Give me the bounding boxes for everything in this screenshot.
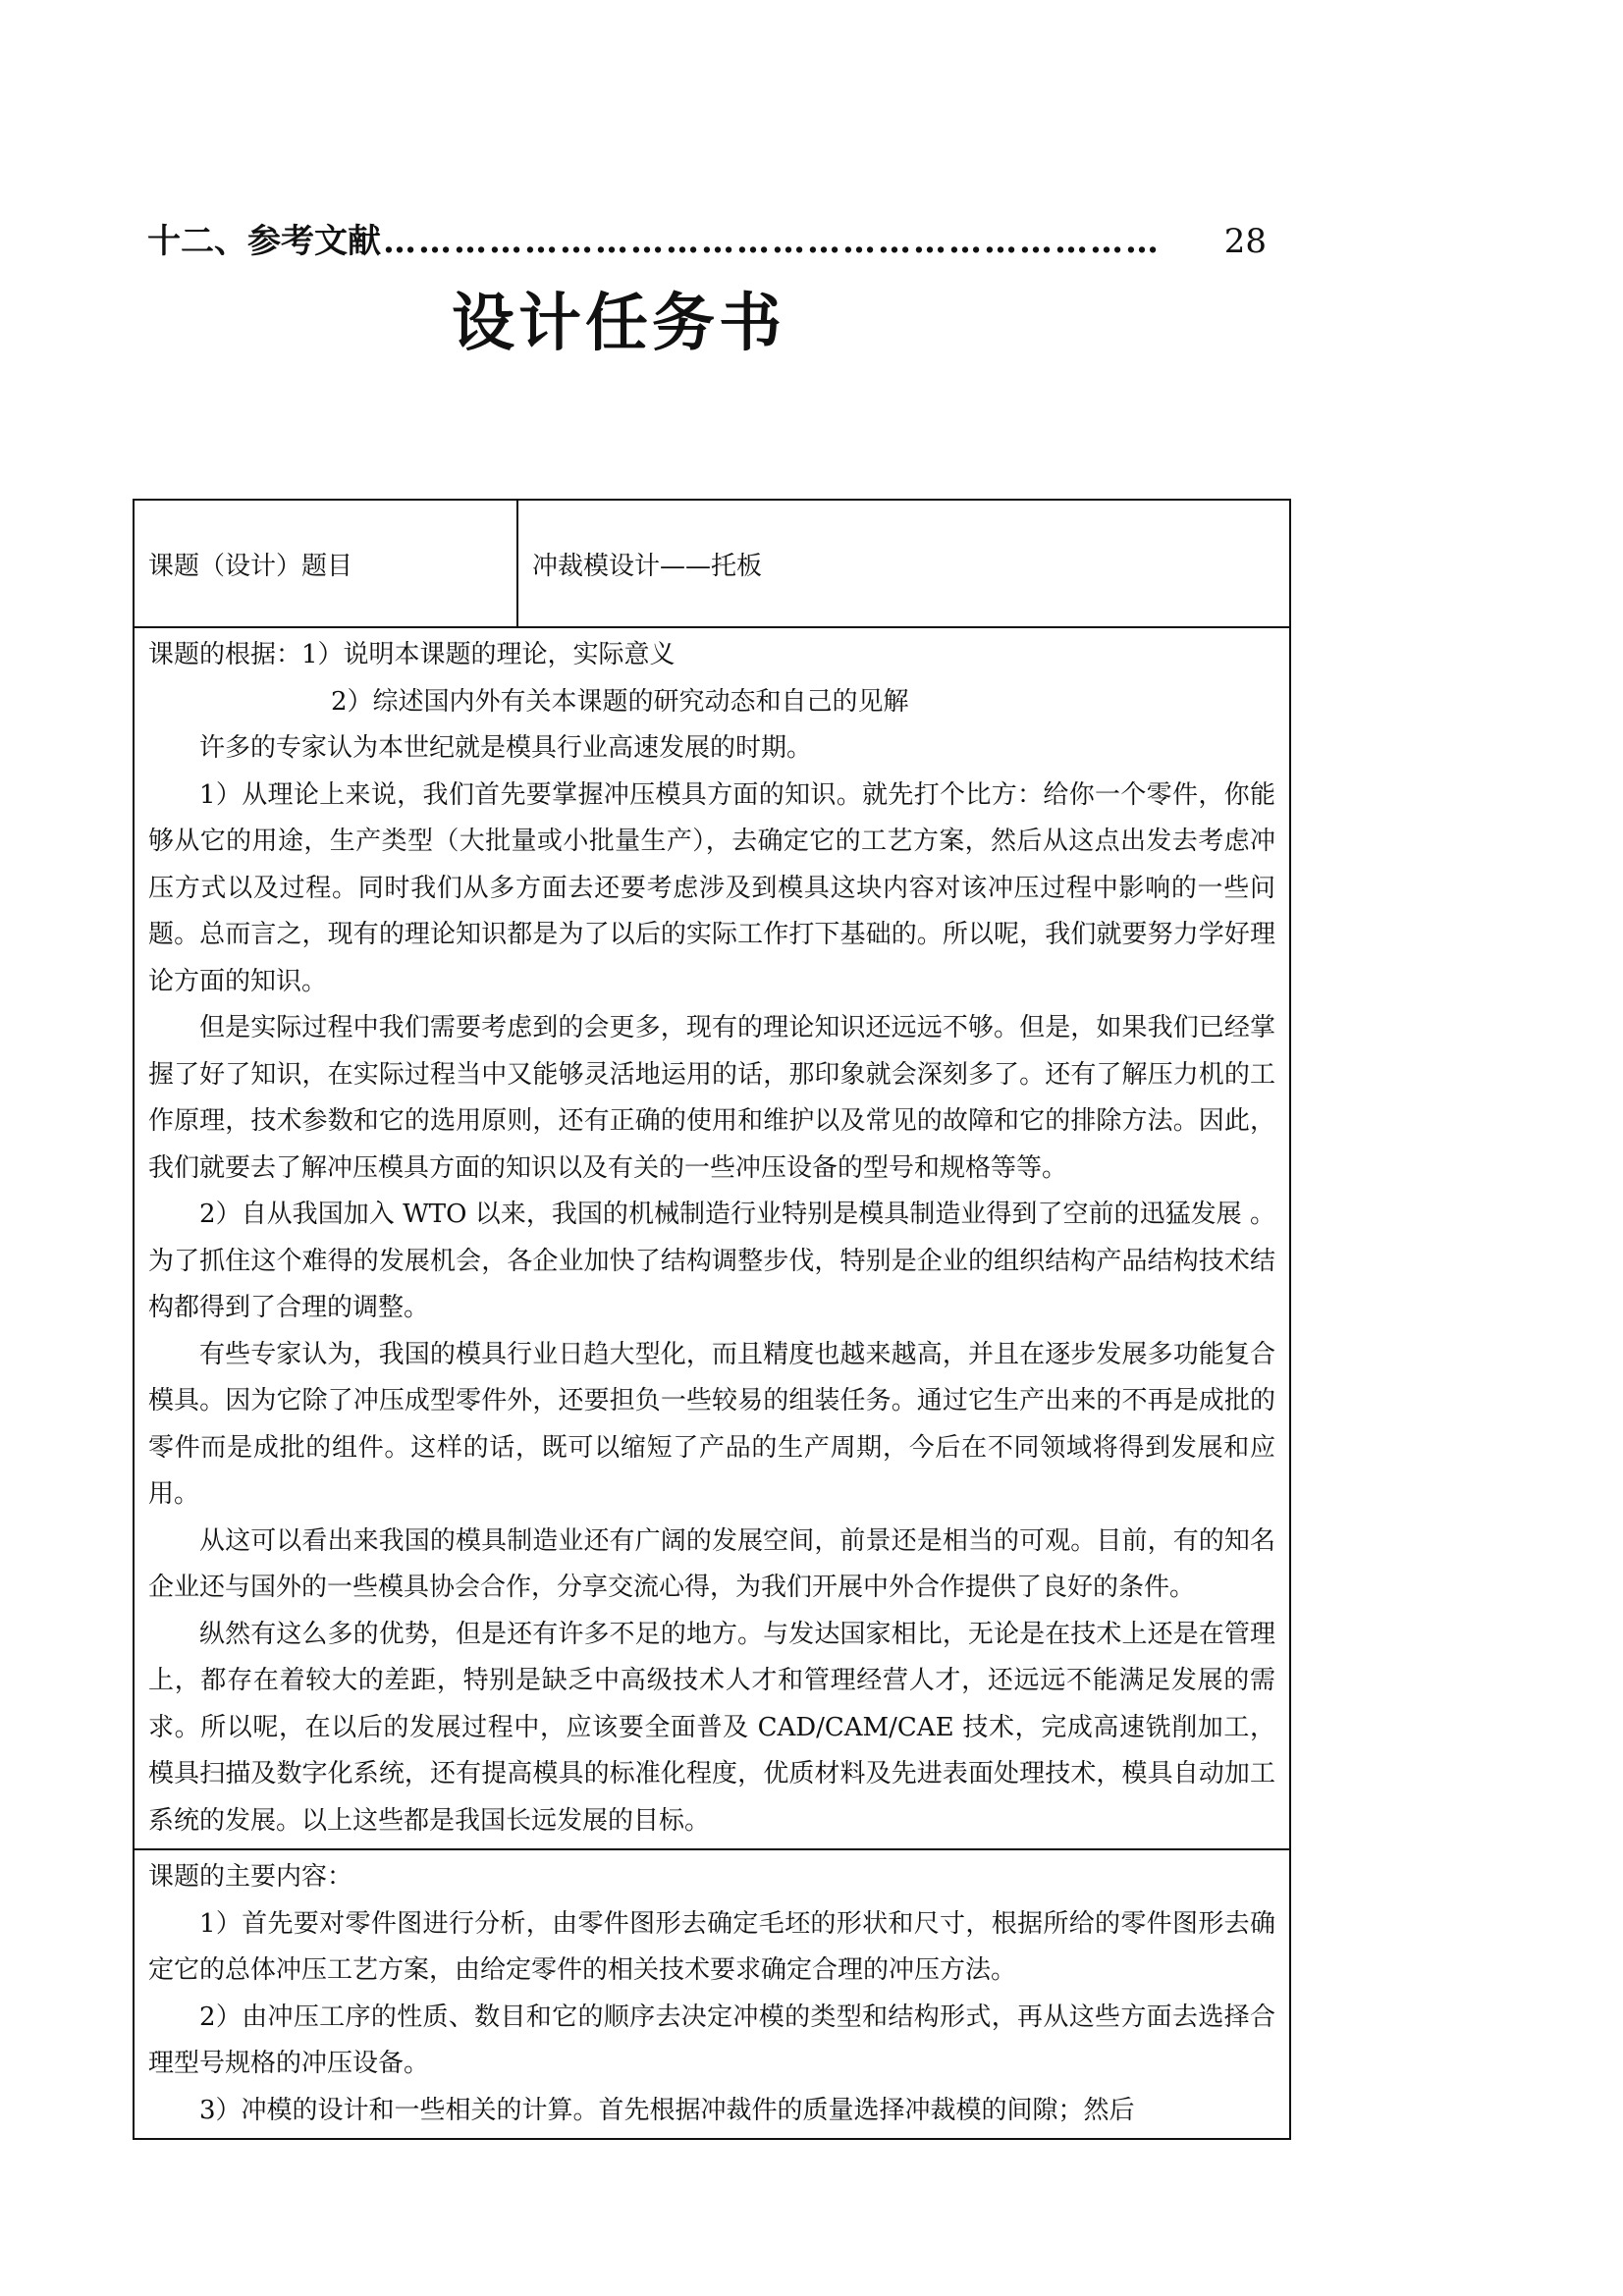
basis-heading: 课题的根据：1）说明本课题的理论，实际意义: [148, 640, 676, 669]
content-paragraph: 1）首先要对零件图进行分析，由零件图形去确定毛坯的形状和尺寸，根据所给的零件图形去确定它的总体冲压工艺方案，由给定零件的相关技术要求确定合理的冲压方法。: [148, 1908, 1275, 1985]
basis-paragraph: 纵然有这么多的优势，但是还有许多不足的地方。与发达国家相比，无论是在技术上还是在管理上，都存在着较大的差距，特别是缺乏中高级技术人才和管理经营人才，还远远不能满足发展的需求。所以呢，在以后的发展过程中，应该要全面普及 CAD/CAM/CAE 技术，完成高速铣削加工，模具扫描及数字化系统，还有提高模具的标准化程度，优质材料及先进表面处理技术，模具自动加工系统的发展。以上这些都是我国长远发展的目标。: [148, 1619, 1275, 1836]
toc-label: 十二、参考文献: [147, 222, 381, 261]
basis-paragraph: 2）自从我国加入 WTO 以来，我国的机械制造行业特别是模具制造业得到了空前的迅猛发展 。为了抓住这个难得的发展机会，各企业加快了结构调整步伐，特别是企业的组织结构产品结构技术结构都得到了合理的调整。: [148, 1200, 1275, 1322]
toc-page-number: 28: [1223, 222, 1267, 261]
content-paragraph: 3）冲模的设计和一些相关的计算。首先根据冲裁件的质量选择冲裁模的间隙；然后: [199, 2095, 1135, 2125]
document-title: 设计任务书: [452, 287, 785, 360]
basis-paragraph: 有些专家认为，我国的模具行业日趋大型化，而且精度也越来越高，并且在逐步发展多功能复合模具。因为它除了冲压成型零件外，还要担负一些较易的组装任务。通过它生产出来的不再是成批的零件而是成批的组件。这样的话，既可以缩短了产品的生产周期，今后在不同领域将得到发展和应用。: [148, 1339, 1275, 1509]
basis-paragraph: 从这可以看出来我国的模具制造业还有广阔的发展空间，前景还是相当的可观。目前，有的知名企业还与国外的一些模具协会合作，分享交流心得，为我们开展中外合作提供了良好的条件。: [148, 1525, 1275, 1602]
content-heading: 课题的主要内容：: [148, 1862, 353, 1892]
content-paragraph: 2）由冲压工序的性质、数目和它的顺序去决定冲模的类型和结构形式，再从这些方面去选择合理型号规格的冲压设备。: [148, 2002, 1275, 2078]
subject-row: [134, 500, 1290, 627]
toc-leader-dots: …………………………………………………………: [383, 222, 1161, 261]
basis-paragraph: 1）从理论上来说，我们首先要掌握冲压模具方面的知识。就先打个比方：给你一个零件，你能够从它的用途，生产类型（大批量或小批量生产），去确定它的工艺方案，然后从这点出发去考虑冲压方式以及过程。同时我们从多方面去还要考虑涉及到模具这块内容对该冲压过程中影响的一些问题。总而言之，现有的理论知识都是为了以后的实际工作打下基础的。所以呢，我们就要努力学好理论方面的知识。: [148, 779, 1275, 996]
content-row: [134, 1849, 1290, 2139]
basis-paragraph: 许多的专家认为本世纪就是模具行业高速发展的时期。: [199, 733, 813, 763]
basis-heading-2: 2）综述国内外有关本课题的研究动态和自己的见解: [331, 686, 909, 717]
basis-paragraph: 但是实际过程中我们需要考虑到的会更多，现有的理论知识还远远不够。但是，如果我们已经掌握了好了知识，在实际过程当中又能够灵活地运用的话，那印象就会深刻多了。还有了解压力机的工作原理，技术参数和它的选用原则，还有正确的使用和维护以及常见的故障和它的排除方法。因此，我们就要去了解冲压模具方面的知识以及有关的一些冲压设备的型号和规格等等。: [148, 1013, 1275, 1183]
subject-label-cell: 课题（设计）题目: [134, 500, 517, 627]
task-table: [133, 499, 1291, 2140]
basis-cell: [134, 627, 1290, 1849]
basis-row: [134, 627, 1290, 1849]
subject-value-cell: 冲裁模设计——托板: [517, 500, 1290, 627]
content-cell: [134, 1849, 1290, 2139]
toc-entry-references: [147, 214, 1267, 273]
